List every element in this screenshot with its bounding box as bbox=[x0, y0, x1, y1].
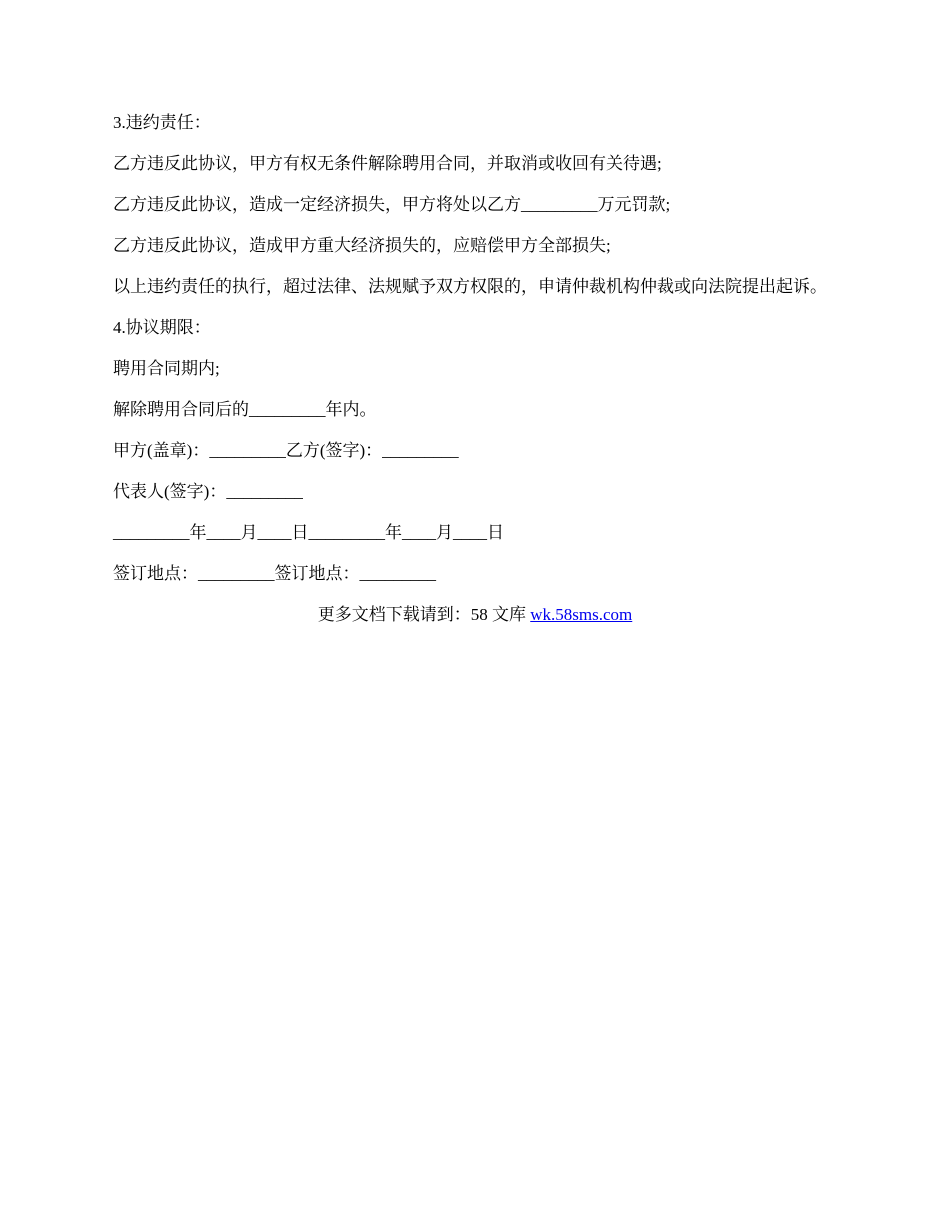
clause-arbitration: 以上违约责任的执行，超过法律、法规赋予双方权限的，申请仲裁机构仲裁或向法院提出起诉。 bbox=[113, 277, 827, 296]
footer-link[interactable]: wk.58sms.com bbox=[530, 605, 633, 624]
footer-prefix: 更多文档下载请到：58 文库 bbox=[317, 605, 531, 624]
signature-parties: 甲方(盖章)：_________乙方(签字)：_________ bbox=[113, 441, 459, 460]
clause-fine: 乙方违反此协议，造成一定经济损失，甲方将处以乙方_________万元罚款; bbox=[113, 195, 671, 214]
footer-download-note bbox=[0, 604, 950, 625]
footer-line bbox=[318, 604, 633, 625]
clause-compensation: 乙方违反此协议，造成甲方重大经济损失的，应赔偿甲方全部损失; bbox=[113, 236, 611, 255]
clause-terminate-contract: 乙方违反此协议，甲方有权无条件解除聘用合同，并取消或收回有关待遇; bbox=[113, 154, 662, 173]
document-body bbox=[113, 112, 843, 645]
signature-locations: 签订地点：_________签订地点：_________ bbox=[113, 564, 436, 583]
section-heading-liability: 3.违约责任： bbox=[113, 113, 211, 132]
term-during-contract: 聘用合同期内; bbox=[113, 359, 220, 378]
signature-representative: 代表人(签字)：_________ bbox=[113, 482, 303, 501]
term-after-termination: 解除聘用合同后的_________年内。 bbox=[113, 400, 377, 419]
signature-dates: _________年____月____日_________年____月____日 bbox=[113, 523, 504, 542]
section-heading-term: 4.协议期限： bbox=[113, 318, 211, 337]
